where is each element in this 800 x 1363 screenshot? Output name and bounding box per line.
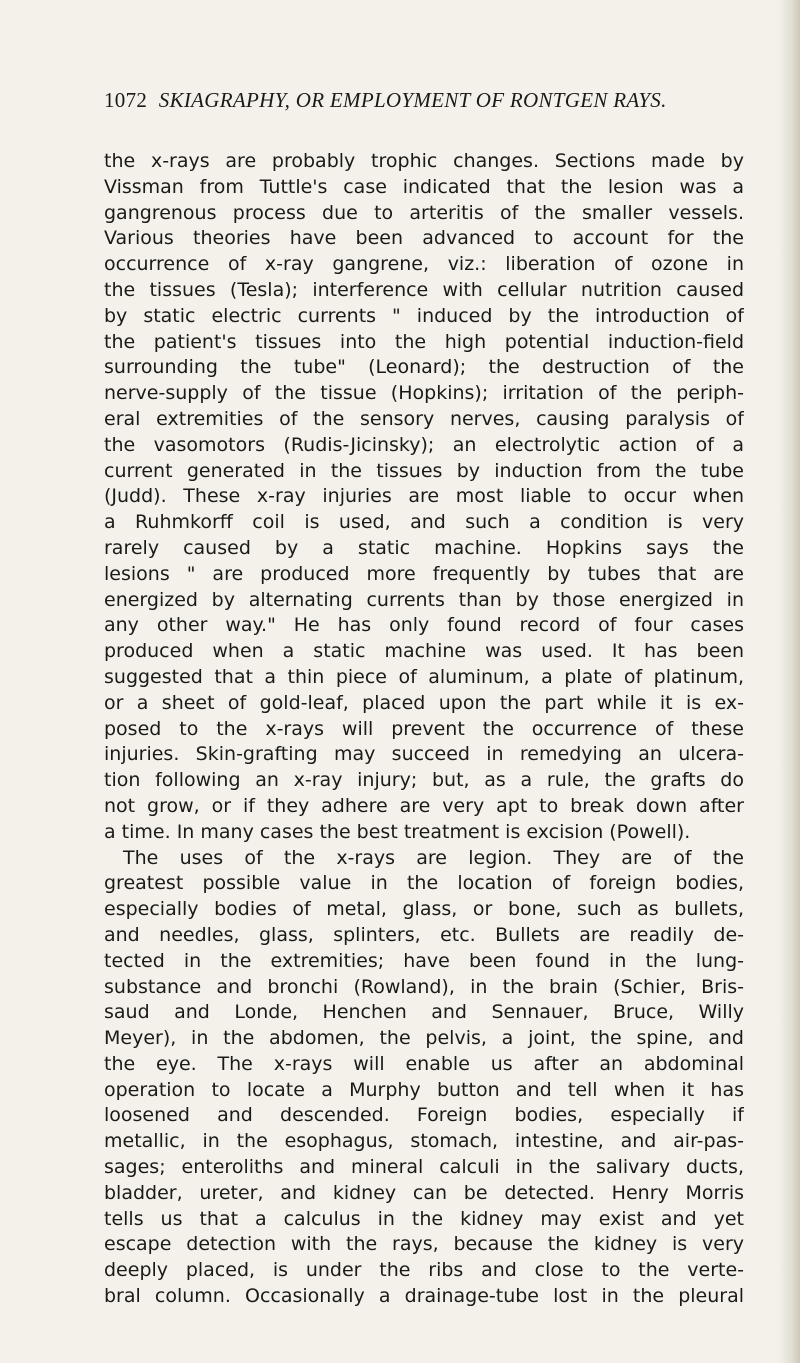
text-line: tion following an x-ray injury; but, as a rule, the grafts do xyxy=(104,769,744,792)
text-line: Meyer), in the abdomen, the pelvis, a joint, the spine, and xyxy=(104,1027,744,1050)
text-line: metallic, in the esophagus, stomach, intestine, and air-pas- xyxy=(104,1130,744,1153)
text-line: Various theories have been advanced to account for the xyxy=(104,227,744,250)
running-head xyxy=(104,88,744,113)
text-line: any other way." He has only found record of four cases xyxy=(104,614,744,637)
text-line: the tissues (Tesla); interference with cellular nutrition caused xyxy=(104,278,744,301)
page-edge-shadow xyxy=(778,0,800,1363)
text-line: energized by alternating currents than by those energized in xyxy=(104,588,744,611)
text-line: Vissman from Tuttle's case indicated that the lesion was a xyxy=(104,175,744,198)
text-line: loosened and descended. Foreign bodies, especially if xyxy=(104,1104,744,1127)
text-line: by static electric currents " induced by the introduction of xyxy=(104,304,744,327)
text-line: tells us that a calculus in the kidney may exist and yet xyxy=(104,1207,744,1230)
text-line: especially bodies of metal, glass, or bone, such as bullets, xyxy=(104,898,744,921)
text-line: bral column. Occasionally a drainage-tube lost in the pleural xyxy=(104,1285,744,1308)
text-line: a time. In many cases the best treatment is excision (Powell). xyxy=(104,820,691,843)
text-line: and needles, glass, splinters, etc. Bullets are readily de- xyxy=(104,923,744,946)
text-line: the patient's tissues into the high potential induction-field xyxy=(104,330,744,353)
text-line: eral extremities of the sensory nerves, causing paralysis of xyxy=(104,407,744,430)
text-line: (Judd). These x-ray injuries are most liable to occur when xyxy=(104,485,744,508)
page-number: 1072 xyxy=(104,88,148,112)
text-line: or a sheet of gold-leaf, placed upon the part while it is ex- xyxy=(104,691,744,714)
text-line: escape detection with the rays, because the kidney is very xyxy=(104,1233,744,1256)
text-line: the vasomotors (Rudis-Jicinsky); an electrolytic action of a xyxy=(104,433,744,456)
text-line: sages; enteroliths and mineral calculi in the salivary ducts, xyxy=(104,1156,744,1179)
text-line: bladder, ureter, and kidney can be detected. Henry Morris xyxy=(104,1181,744,1204)
text-line: saud and Londe, Henchen and Sennauer, Bruce, Willy xyxy=(104,1001,744,1024)
text-line: current generated in the tissues by induction from the tube xyxy=(104,459,744,482)
text-line: not grow, or if they adhere are very apt to break down after xyxy=(104,794,744,817)
text-line: rarely caused by a static machine. Hopkins says the xyxy=(104,536,744,559)
text-line: occurrence of x-ray gangrene, viz.: liberation of ozone in xyxy=(104,253,744,276)
text-line: tected in the extremities; have been found in the lung- xyxy=(104,949,744,972)
text-line: lesions " are produced more frequently by tubes that are xyxy=(104,562,744,585)
text-line: posed to the x-rays will prevent the occurrence of these xyxy=(104,717,744,740)
text-line: a Ruhmkorff coil is used, and such a condition is very xyxy=(104,511,744,534)
text-line: produced when a static machine was used. It has been xyxy=(104,640,744,663)
text-line: the eye. The x-rays will enable us after an abdominal xyxy=(104,1052,744,1075)
text-line: surrounding the tube" (Leonard); the destruction of the xyxy=(104,356,744,379)
text-line: The uses of the x-rays are legion. They are of the xyxy=(123,846,744,869)
text-line: gangrenous process due to arteritis of the smaller vessels. xyxy=(104,201,744,224)
text-line: operation to locate a Murphy button and tell when it has xyxy=(104,1078,744,1101)
text-line: suggested that a thin piece of aluminum, a plate of platinum, xyxy=(104,665,744,688)
running-title: SKIAGRAPHY, OR EMPLOYMENT OF RONTGEN RAYS. xyxy=(158,88,667,112)
text-line: the x-rays are probably trophic changes. Sections made by xyxy=(104,150,744,172)
text-line: injuries. Skin-grafting may succeed in remedying an ulcera- xyxy=(104,743,744,766)
text-line: greatest possible value in the location of foreign bodies, xyxy=(104,872,744,895)
text-line: deeply placed, is under the ribs and close to the verte- xyxy=(104,1259,744,1282)
text-line: nerve-supply of the tissue (Hopkins); irritation of the periph- xyxy=(104,382,744,405)
text-line: substance and bronchi (Rowland), in the brain (Schier, Bris- xyxy=(104,975,744,998)
book-page xyxy=(104,88,744,1310)
body-text xyxy=(104,149,744,1310)
